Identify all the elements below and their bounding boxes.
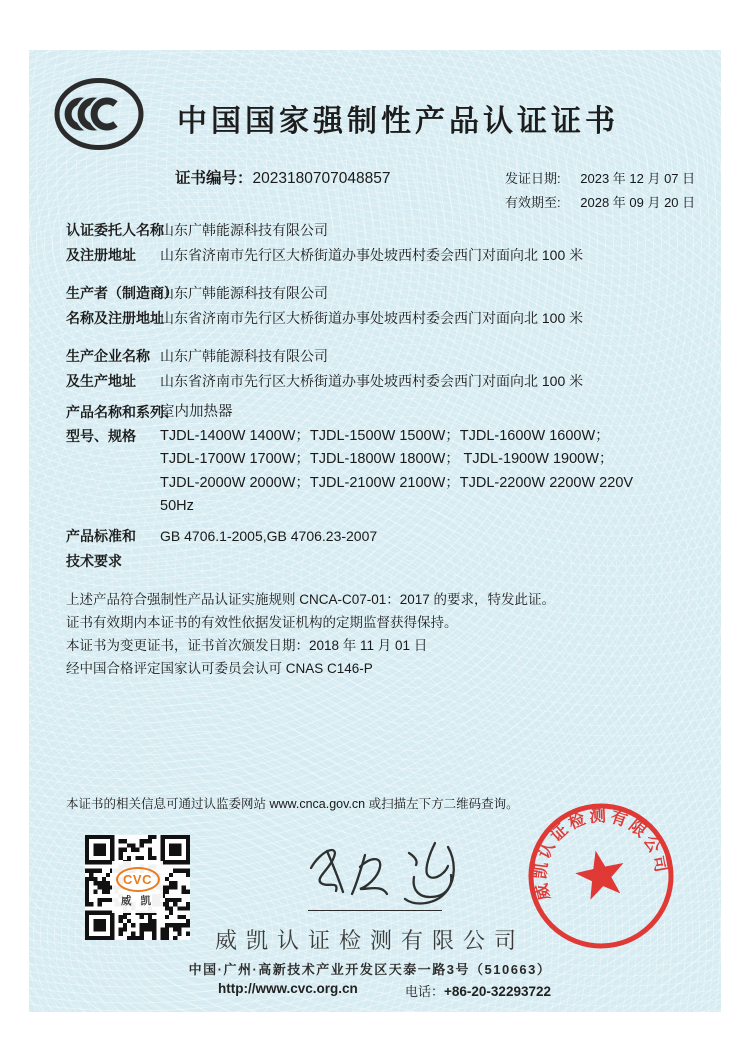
manufacturer-label-line1: 生产者（制造商） <box>66 285 178 301</box>
statement-paragraph <box>66 588 706 680</box>
certificate-title: 中国国家强制性产品认证证书 <box>177 105 619 138</box>
signature-icon <box>297 828 472 912</box>
certificate-page <box>29 50 721 1012</box>
manufacturer-label-line2: 名称及注册地址 <box>66 310 164 326</box>
verification-note: 本证书的相关信息可通过认监委网站 www.cnca.gov.cn 或扫描左下方二维码查询。 <box>66 797 519 811</box>
factory-address: 山东省济南市先行区大桥街道办事处坡西村委会西门对面向北 100 米 <box>160 373 584 389</box>
product-name: 室内加热器 <box>160 404 233 420</box>
signature-line <box>308 910 442 911</box>
issuer-company-name: 威凯认证检测有限公司 <box>214 928 525 953</box>
applicant-address: 山东省济南市先行区大桥街道办事处坡西村委会西门对面向北 100 米 <box>160 247 584 263</box>
product-label-line2: 型号、规格 <box>66 427 136 444</box>
standards-label-line1: 产品标准和 <box>66 528 136 544</box>
stamp-star-icon <box>571 845 629 901</box>
telephone-label: 电话： <box>405 984 445 999</box>
product-models-line2: TJDL-1700W 1700W；TJDL-1800W 1800W； TJDL-1900W 1900W； <box>160 451 614 467</box>
certificate-number-value: 2023180707048857 <box>252 170 391 187</box>
product-label-line1: 产品名称和系列、 <box>66 404 178 420</box>
statement-line1: 上述产品符合强制性产品认证实施规则 CNCA-C07-01：2017 的要求，特发此证。 <box>66 592 556 607</box>
certificate-number-label: 证书编号： <box>175 170 253 187</box>
factory-label-line1: 生产企业名称 <box>66 348 150 364</box>
applicant-label-line1: 认证委托人名称 <box>66 222 164 238</box>
standards-value: GB 4706.1-2005,GB 4706.23-2007 <box>160 528 378 544</box>
cvc-logo-subtext: 威 凯 <box>121 894 154 907</box>
applicant-label-line2: 及注册地址 <box>66 247 136 263</box>
issuer-address: 中国·广州·高新技术产业开发区天泰一路3号（510663） <box>188 962 552 977</box>
statement-line4: 经中国合格评定国家认可委员会认可 CNAS C146-P <box>66 661 373 676</box>
statement-line2: 证书有效期内本证书的有效性依据发证机构的定期监督获得保持。 <box>66 615 458 630</box>
statement-line3: 本证书为变更证书，证书首次颁发日期：2018 年 11 月 01 日 <box>66 638 428 653</box>
manufacturer-address: 山东省济南市先行区大桥街道办事处坡西村委会西门对面向北 100 米 <box>160 310 584 326</box>
telephone-number: +86-20-32293722 <box>444 984 551 999</box>
valid-until-row <box>505 192 695 211</box>
ccc-logo-icon <box>53 76 145 152</box>
issue-date-label: 发证日期: <box>505 171 561 186</box>
product-models-line4: 50Hz <box>160 498 194 514</box>
certificate-number <box>175 166 390 188</box>
manufacturer-name: 山东广韩能源科技有限公司 <box>160 285 328 301</box>
product-models-line1: TJDL-1400W 1400W；TJDL-1500W 1500W；TJDL-1600W 1600W； <box>160 427 610 444</box>
issue-date-row <box>505 168 695 187</box>
valid-until-value: 2028 年 09 月 20 日 <box>580 195 696 210</box>
factory-name: 山东广韩能源科技有限公司 <box>160 348 328 364</box>
issue-date-value: 2023 年 12 月 07 日 <box>580 171 696 186</box>
stamp-ring-text: 威凯认证检测有限公司 <box>531 807 671 903</box>
valid-until-label: 有效期至: <box>505 195 561 210</box>
standards-label-line2: 技术要求 <box>66 553 122 569</box>
product-models-line3: TJDL-2000W 2000W；TJDL-2100W 2100W；TJDL-2200W 2200W 220V <box>160 474 634 491</box>
cvc-oval-icon: CVC <box>116 867 160 892</box>
issuer-website-link[interactable]: http://www.cvc.org.cn <box>218 981 358 996</box>
factory-label-line2: 及生产地址 <box>66 373 136 389</box>
cvc-logo <box>112 861 163 913</box>
issuer-telephone <box>405 981 551 1000</box>
applicant-name: 山东广韩能源科技有限公司 <box>160 222 328 238</box>
